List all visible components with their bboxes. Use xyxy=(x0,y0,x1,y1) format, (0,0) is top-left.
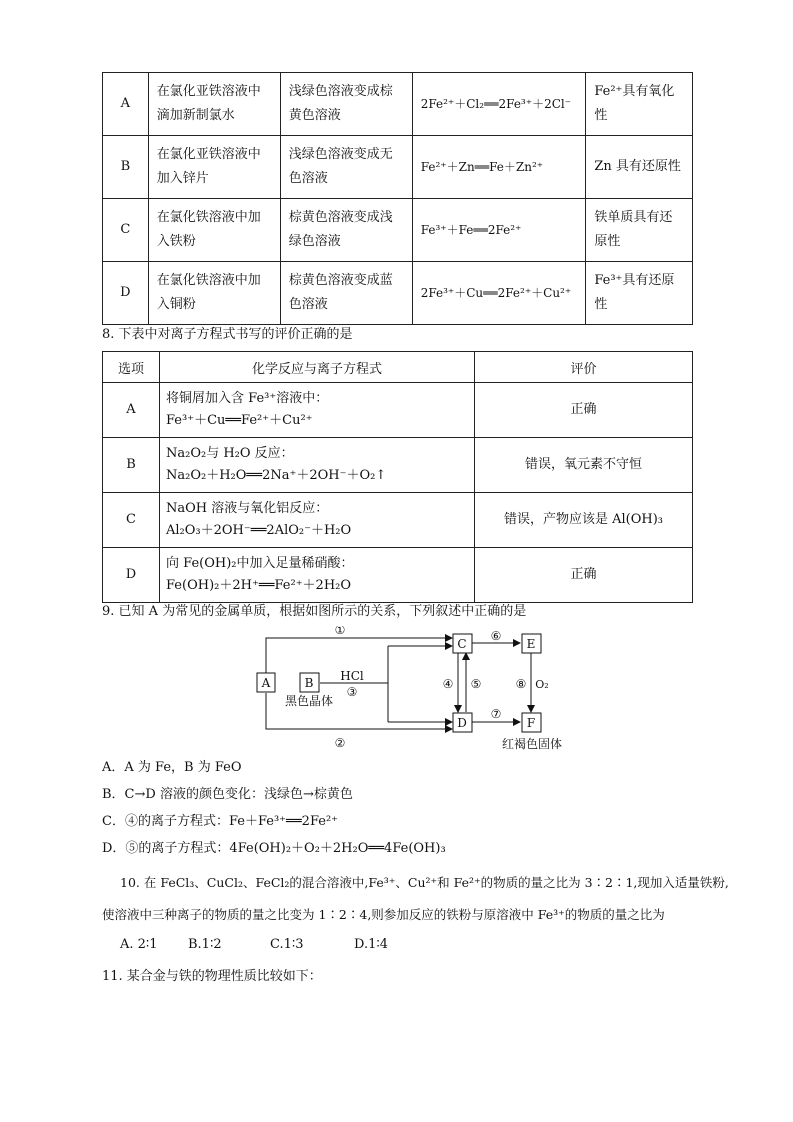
table1-operation-line: 在氯化亚铁溶液中 xyxy=(156,84,261,99)
q8-equation-text: Al₂O₃＋2OH⁻══2AlO₂⁻＋H₂O xyxy=(166,523,352,538)
q9-option-a[interactable]: A．A 为 Fe，B 为 FeO xyxy=(102,760,242,775)
table1-equation-cell: 2Fe²⁺＋Cl₂══2Fe³⁺＋2Cl⁻ xyxy=(412,73,586,136)
label-r3: ③ xyxy=(346,685,358,699)
table1-conclusion-cell xyxy=(586,262,693,325)
table1-equation-cell: Fe²⁺＋Zn══Fe＋Zn²⁺ xyxy=(412,136,586,199)
label-hcl: HCl xyxy=(340,669,364,683)
table1-conclusion-line: Zn 具有还原性 xyxy=(594,159,681,174)
q10-option-a[interactable]: A. 2∶1 xyxy=(120,937,158,952)
node-e-label: E xyxy=(526,637,536,651)
table1-operation-cell xyxy=(148,73,280,136)
q8-equation-text: Fe³⁺＋Cu══Fe²⁺＋Cu²⁺ xyxy=(166,413,313,428)
table1-operation-line: 在氯化铁溶液中加 xyxy=(156,273,261,288)
table1-phenomenon-line: 绿色溶液 xyxy=(288,234,341,249)
q9-stem: 9. 已知 A 为常见的金属单质，根据如图所示的关系，下列叙述中正确的是 xyxy=(102,604,527,619)
q8-evaluation-cell: 错误，产物应该是 Al(OH)₃ xyxy=(475,493,693,548)
table1-phenomenon-line: 黄色溶液 xyxy=(288,108,341,123)
q8-reaction-text: 将铜屑加入含 Fe³⁺溶液中： xyxy=(166,391,329,406)
table1-phenomenon-line: 棕黄色溶液变成浅 xyxy=(288,210,393,225)
table1-phenomenon-line: 浅绿色溶液变成棕 xyxy=(288,84,393,99)
q8-reaction-text: NaOH 溶液与氧化铝反应： xyxy=(166,501,329,516)
label-r5: ⑤ xyxy=(470,677,482,691)
table1-row xyxy=(103,262,693,325)
label-r1: ① xyxy=(334,626,346,637)
q10-option-b[interactable]: B.1∶2 xyxy=(188,937,222,952)
q9-option-d[interactable]: D．⑤的离子方程式：4Fe(OH)₂＋O₂＋2H₂O══4Fe(OH)₃ xyxy=(102,841,446,856)
table1-operation-cell xyxy=(148,136,280,199)
arrow-a-to-c xyxy=(266,638,452,673)
q8-reaction-cell xyxy=(160,493,475,548)
q10-option-c[interactable]: C.1∶3 xyxy=(270,937,304,952)
q8-reaction-cell xyxy=(160,383,475,438)
table1-conclusion-cell xyxy=(586,136,693,199)
table1-phenomenon-cell xyxy=(280,199,412,262)
label-b-desc: 黑色晶体 xyxy=(284,694,334,708)
table1-phenomenon-line: 棕黄色溶液变成蓝 xyxy=(288,273,393,288)
q8-table xyxy=(102,351,693,603)
q8-header-option: 选项 xyxy=(103,352,160,383)
table1-operation-line: 在氯化铁溶液中加 xyxy=(156,210,261,225)
experiment-table xyxy=(102,72,693,325)
q8-evaluation-cell: 正确 xyxy=(475,548,693,603)
table1-row xyxy=(103,199,693,262)
node-a-label: A xyxy=(261,676,271,690)
q8-header-row xyxy=(103,352,693,383)
label-r2: ② xyxy=(334,736,346,750)
label-r8: ⑧ xyxy=(515,677,527,691)
table1-option-cell: B xyxy=(103,136,149,199)
table1-operation-line: 加入锌片 xyxy=(156,171,209,186)
q8-stem: 8. 下表中对离子方程式书写的评价正确的是 xyxy=(102,327,353,342)
label-r6: ⑥ xyxy=(490,629,502,643)
table1-operation-cell xyxy=(148,199,280,262)
table1-conclusion-line: 原性 xyxy=(594,234,621,249)
table1-phenomenon-cell xyxy=(280,73,412,136)
table1-operation-cell xyxy=(148,262,280,325)
table1-option-cell: A xyxy=(103,73,149,136)
q8-reaction-cell xyxy=(160,438,475,493)
table1-conclusion-line: 铁单质具有还 xyxy=(594,210,673,225)
q8-equation-text: Na₂O₂＋H₂O══2Na⁺＋2OH⁻＋O₂↑ xyxy=(166,468,387,483)
table1-conclusion-line: Fe³⁺具有还原性 xyxy=(594,273,675,312)
q9-option-b[interactable]: B．C→D 溶液的颜色变化：浅绿色→棕黄色 xyxy=(102,787,353,802)
q8-equation-text: Fe(OH)₂＋2H⁺══Fe²⁺＋2H₂O xyxy=(166,578,352,593)
table1-phenomenon-cell xyxy=(280,136,412,199)
label-o2: O₂ xyxy=(535,678,549,691)
table1-row xyxy=(103,136,693,199)
q8-header-evaluation: 评价 xyxy=(475,352,693,383)
q8-reaction-cell xyxy=(160,548,475,603)
node-f-label: F xyxy=(526,716,536,730)
q8-option-cell: D xyxy=(103,548,160,603)
q11-stem: 11. 某合金与铁的物理性质比较如下： xyxy=(102,969,322,984)
q9-option-c[interactable]: C．④的离子方程式：Fe＋Fe³⁺══2Fe²⁺ xyxy=(102,814,339,829)
table1-operation-line: 入铜粉 xyxy=(156,297,196,312)
q8-option-cell: C xyxy=(103,493,160,548)
q8-table-row xyxy=(103,383,693,438)
q10-option-d[interactable]: D.1∶4 xyxy=(354,937,389,952)
table1-conclusion-cell xyxy=(586,73,693,136)
table1-equation-cell: 2Fe³⁺＋Cu══2Fe²⁺＋Cu²⁺ xyxy=(412,262,586,325)
label-r7: ⑦ xyxy=(490,707,502,721)
q8-reaction-text: Na₂O₂与 H₂O 反应： xyxy=(166,446,294,461)
node-d-label: D xyxy=(457,716,467,730)
q8-header-reaction: 化学反应与离子方程式 xyxy=(160,352,475,383)
q8-table-row xyxy=(103,438,693,493)
q10-line1: 10. 在 FeCl₃、CuCl₂、FeCl₂的混合溶液中,Fe³⁺、Cu²⁺和 Fe²⁺的物质的量之比为 3∶2∶1,现加入适量铁粉, xyxy=(120,875,729,890)
table1-phenomenon-line: 浅绿色溶液变成无 xyxy=(288,147,393,162)
q8-option-cell: A xyxy=(103,383,160,438)
label-f-desc: 红褐色固体 xyxy=(501,737,563,751)
table1-conclusion-cell xyxy=(586,199,693,262)
q8-option-cell: B xyxy=(103,438,160,493)
table1-operation-line: 滴加新制氯水 xyxy=(156,108,235,123)
q8-table-row xyxy=(103,493,693,548)
table1-option-cell: D xyxy=(103,262,149,325)
q10-line2: 使溶液中三种离子的物质的量之比变为 1∶2∶4,则参加反应的铁粉与原溶液中 Fe³⁺的物质的量之比为 xyxy=(102,907,665,922)
node-c-label: C xyxy=(457,637,467,651)
node-b-label: B xyxy=(304,676,314,690)
table1-phenomenon-cell xyxy=(280,262,412,325)
table1-conclusion-line: Fe²⁺具有氧化性 xyxy=(594,84,675,123)
table1-row xyxy=(103,73,693,136)
q8-evaluation-cell: 正确 xyxy=(475,383,693,438)
q8-reaction-text: 向 Fe(OH)₂中加入足量稀硝酸： xyxy=(166,556,354,571)
table1-equation-cell: Fe³⁺＋Fe══2Fe²⁺ xyxy=(412,199,586,262)
label-r4: ④ xyxy=(442,677,454,691)
table1-operation-line: 在氯化亚铁溶液中 xyxy=(156,147,261,162)
table1-phenomenon-line: 色溶液 xyxy=(288,297,328,312)
table1-phenomenon-line: 色溶液 xyxy=(288,171,328,186)
table1-operation-line: 入铁粉 xyxy=(156,234,196,249)
table1-option-cell: C xyxy=(103,199,149,262)
q8-evaluation-cell: 错误，氧元素不守恒 xyxy=(475,438,693,493)
q8-table-row xyxy=(103,548,693,603)
q9-relation-diagram xyxy=(240,626,580,756)
